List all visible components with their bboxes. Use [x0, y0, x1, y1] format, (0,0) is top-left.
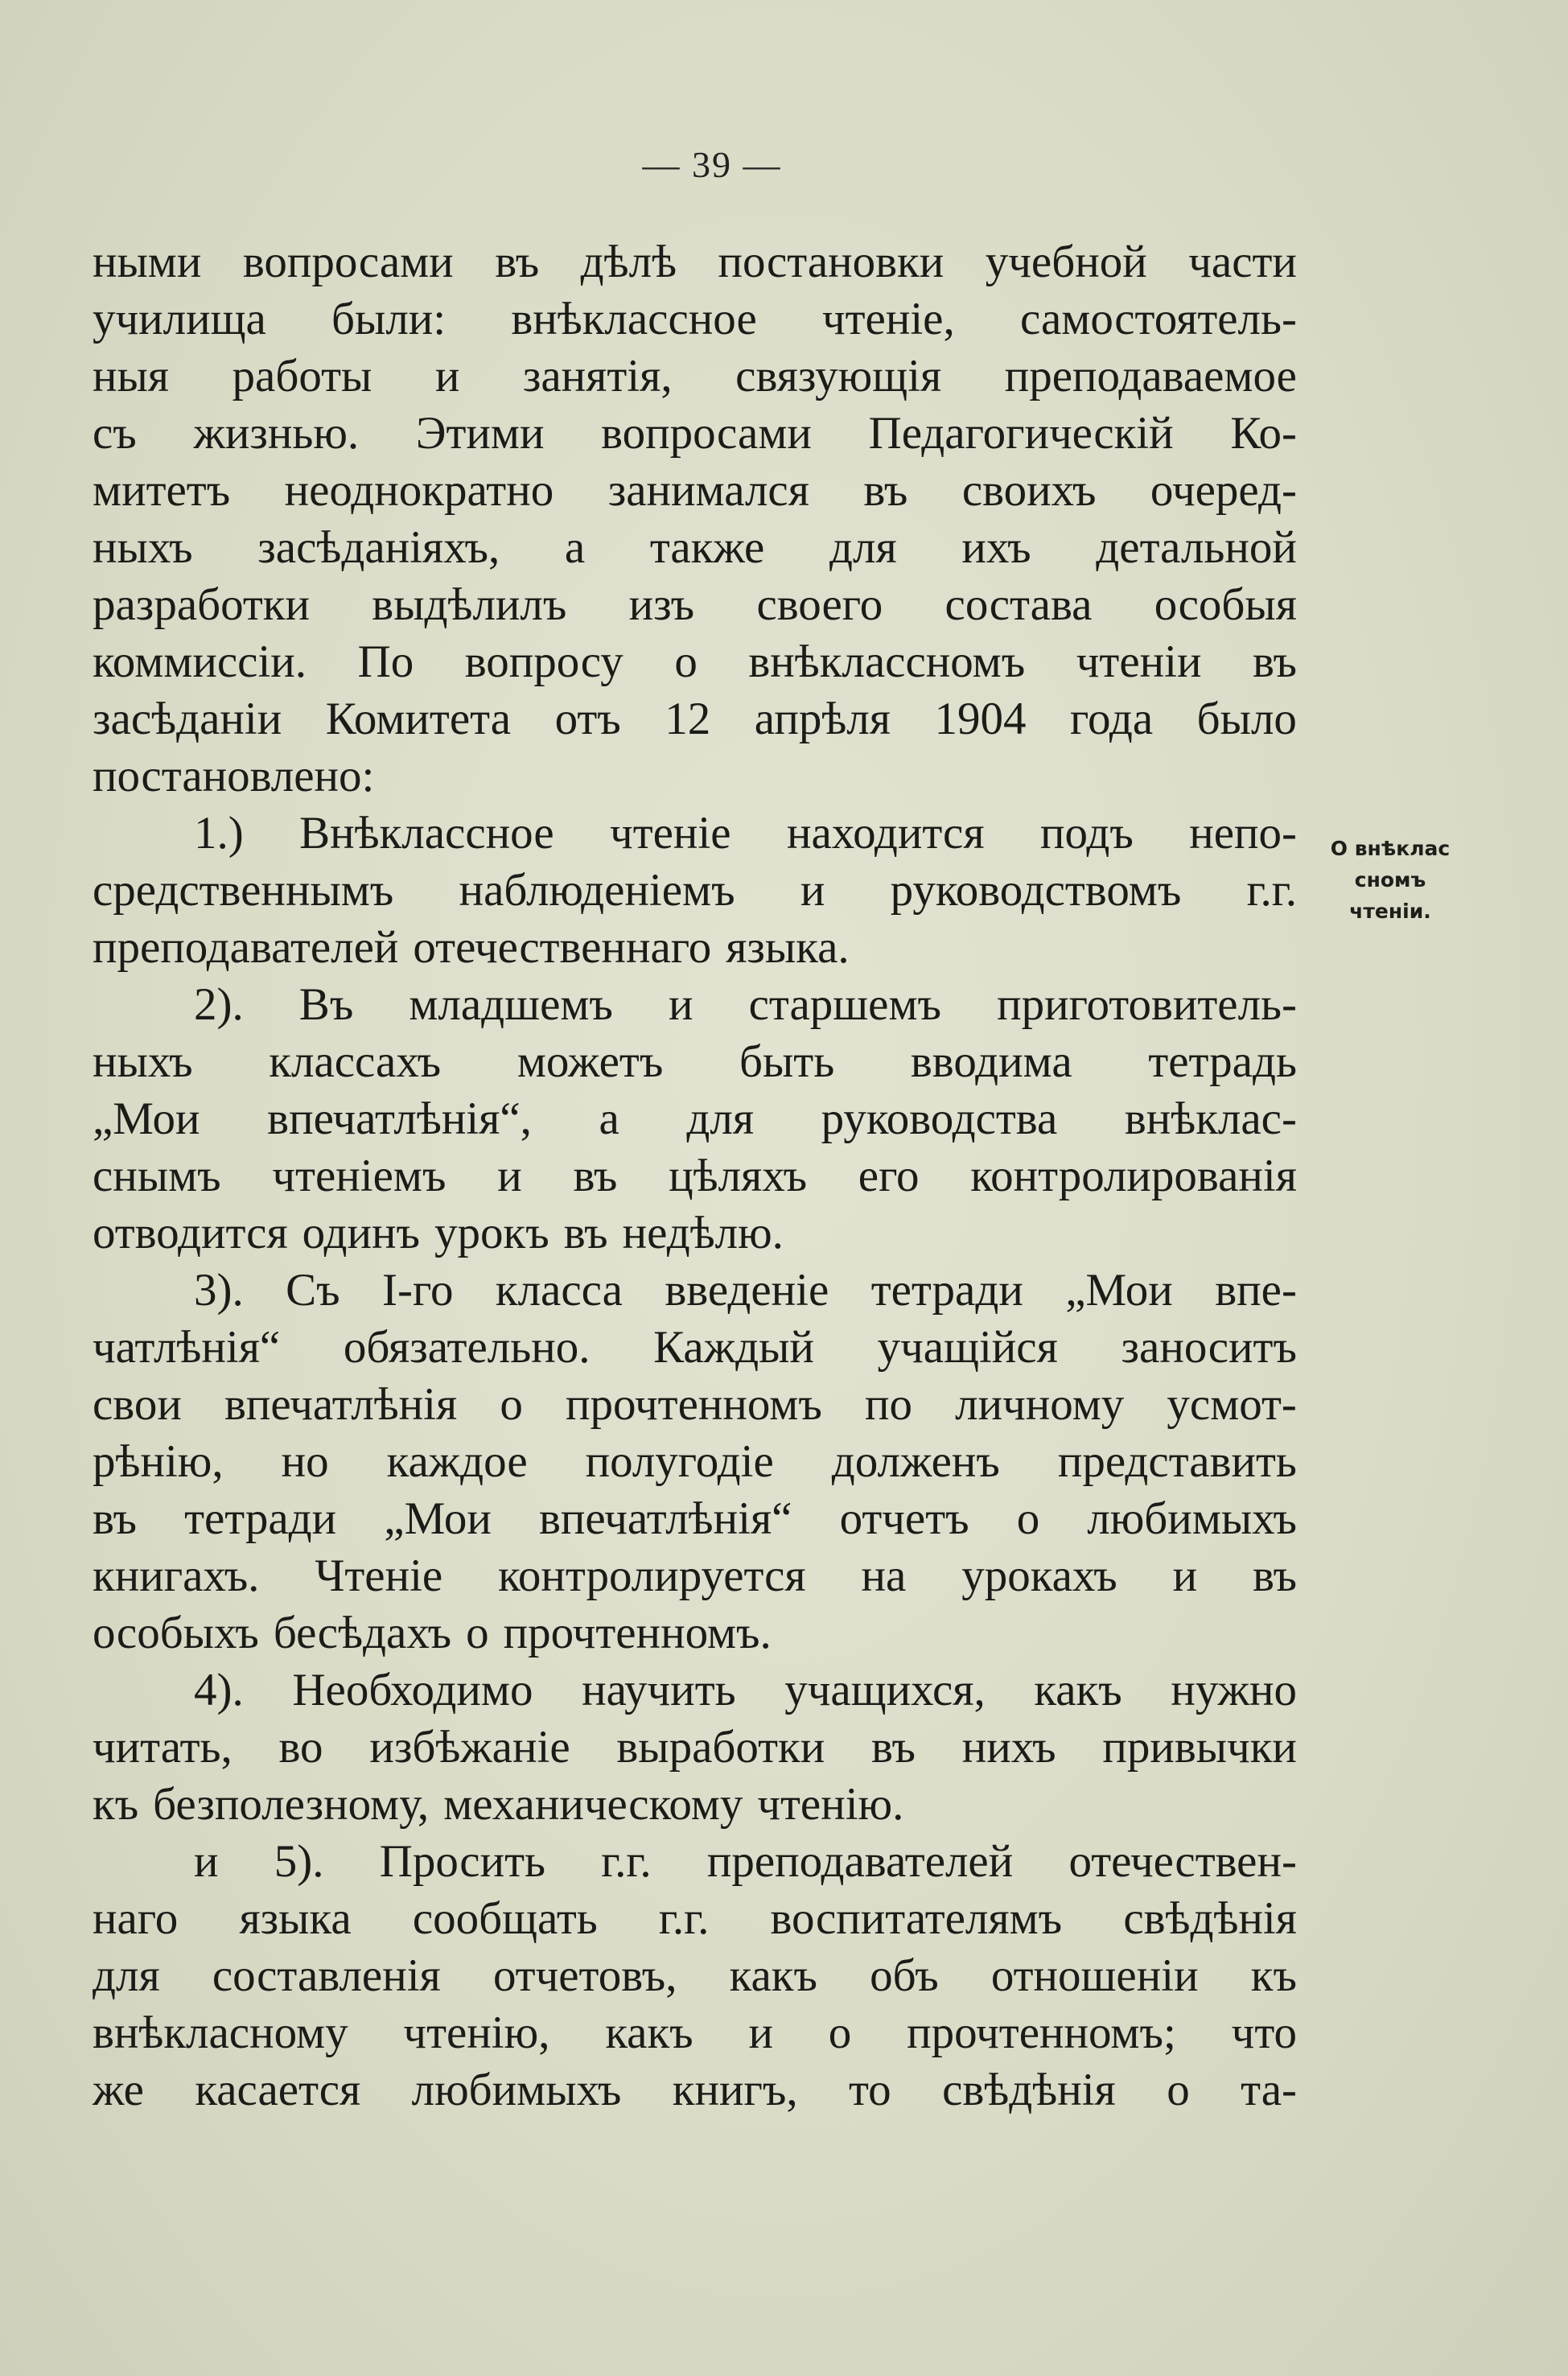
text-line: особыхъ бесѣдахъ о прочтенномъ. — [93, 1608, 772, 1658]
text-line: свои впечатлѣнія о прочтенномъ по личному усмот- — [93, 1379, 1297, 1430]
text-line: 1.) Внѣклассное чтеніе находится подъ непо- — [194, 808, 1297, 859]
text-line: засѣданіи Комитета отъ 12 апрѣля 1904 года было — [93, 694, 1297, 744]
text-line: въ тетради „Мои впечатлѣнія“ отчетъ о любимыхъ — [93, 1493, 1297, 1544]
text-line: митетъ неоднократно занимался въ своихъ очеред- — [93, 465, 1297, 516]
text-line: наго языка сообщать г.г. воспитателямъ свѣдѣнія — [93, 1893, 1297, 1944]
text-line: ныя работы и занятія, связующія преподаваемое — [93, 351, 1297, 401]
text-line: средственнымъ наблюденіемъ и руководствомъ г.г. — [93, 865, 1297, 916]
text-line: преподавателей отечественнаго языка. — [93, 922, 850, 973]
text-line: рѣнію, но каждое полугодіе долженъ представить — [93, 1436, 1297, 1487]
marginal-note — [1310, 833, 1471, 927]
text-line: ными вопросами въ дѣлѣ постановки учебной части — [93, 237, 1297, 287]
body-text — [93, 233, 1297, 2119]
text-line: ныхъ засѣданіяхъ, а также для ихъ детальной — [93, 522, 1297, 573]
marginal-note-line: чтеніи. — [1349, 900, 1431, 923]
text-line: „Мои впечатлѣнія“, а для руководства внѣклас- — [93, 1093, 1297, 1144]
text-line: училища были: внѣклассное чтеніе, самостоятель- — [93, 294, 1297, 344]
marginal-note-line: сномъ — [1354, 868, 1426, 892]
text-line: съ жизнью. Этими вопросами Педагогическій Ко- — [93, 408, 1297, 459]
text-line: постановлено: — [93, 751, 375, 801]
text-line: коммиссіи. По вопросу о внѣклассномъ чтеніи въ — [93, 636, 1297, 687]
text-line: 4). Необходимо научить учащихся, какъ нужно — [194, 1665, 1297, 1715]
text-line: 2). Въ младшемъ и старшемъ приготовитель- — [194, 979, 1297, 1030]
text-line: къ безполезному, механическому чтенію. — [93, 1779, 904, 1830]
text-line: для составленія отчетовъ, какъ объ отношеніи къ — [93, 1950, 1297, 2001]
text-line: и 5). Просить г.г. преподавателей отечествен- — [194, 1836, 1297, 1887]
text-line: снымъ чтеніемъ и въ цѣляхъ его контролированія — [93, 1151, 1297, 1201]
text-line: читать, во избѣжаніе выработки въ нихъ привычки — [93, 1722, 1297, 1773]
text-line: отводится одинъ урокъ въ недѣлю. — [93, 1208, 784, 1258]
text-line: 3). Съ I-го класса введеніе тетради „Мои впе- — [194, 1265, 1297, 1316]
page-number: — 39 — — [642, 144, 782, 185]
text-line: внѣкласному чтенію, какъ и о прочтенномъ; что — [93, 2007, 1297, 2058]
text-line: чатлѣнія“ обязательно. Каждый учащійся заноситъ — [93, 1322, 1297, 1373]
text-line: же касается любимыхъ книгъ, то свѣдѣнія о та- — [93, 2065, 1297, 2115]
text-line: ныхъ классахъ можетъ быть вводима тетрадь — [93, 1036, 1297, 1087]
text-line: книгахъ. Чтеніе контролируется на урокахъ и въ — [93, 1550, 1297, 1601]
text-line: разработки выдѣлилъ изъ своего состава особыя — [93, 579, 1297, 630]
marginal-note-line: О внѣклас — [1330, 837, 1451, 860]
